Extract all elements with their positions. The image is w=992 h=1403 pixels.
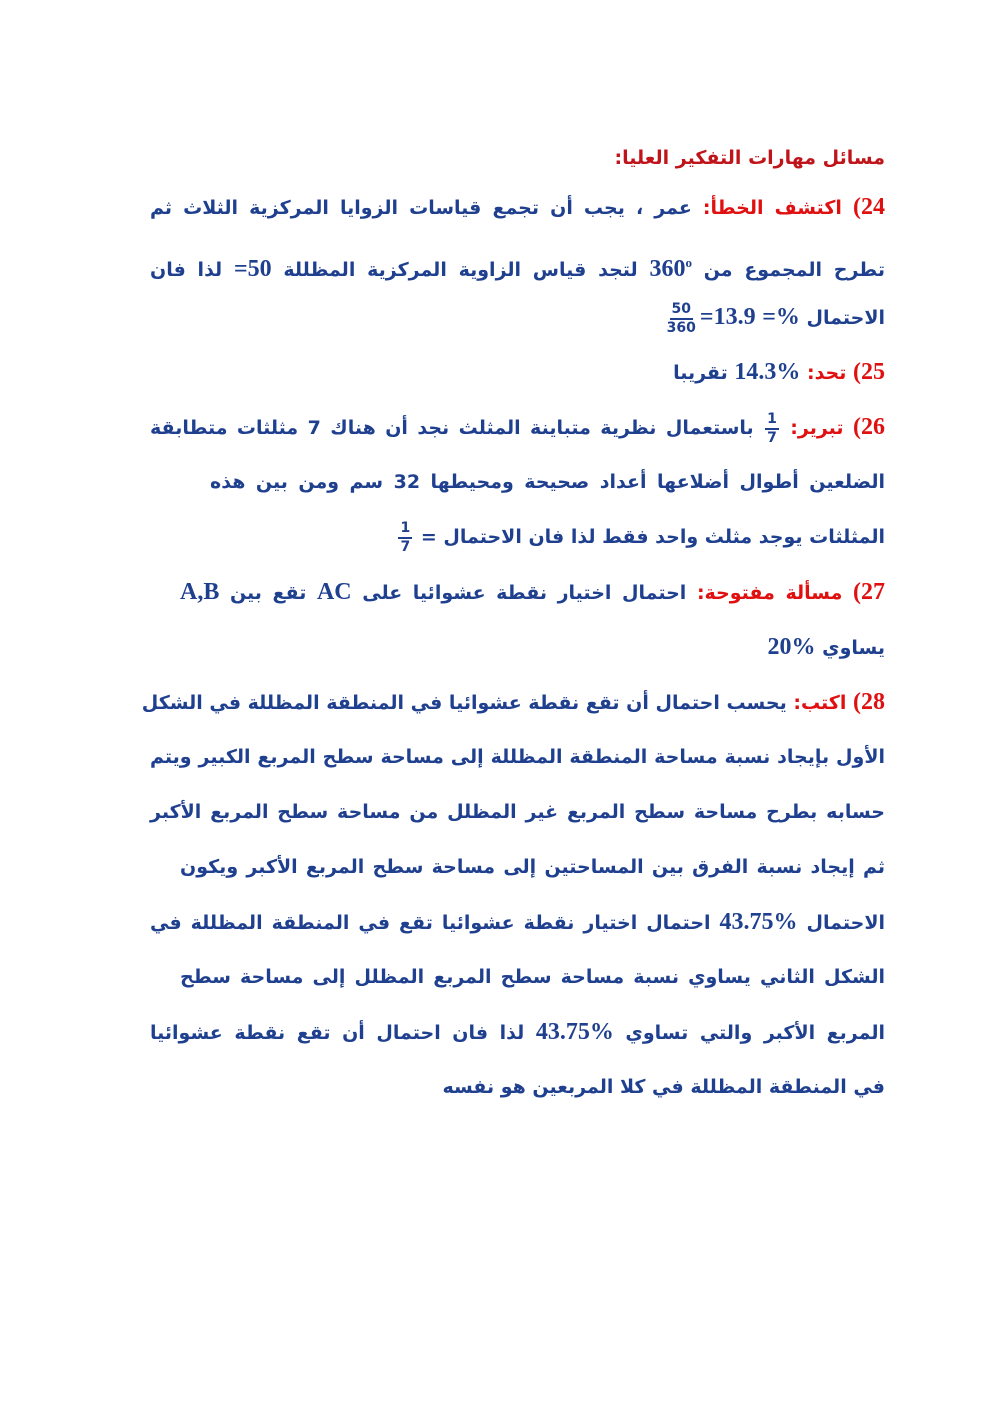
q26-fraction bbox=[765, 411, 779, 447]
q24-text-2c: لذا فان bbox=[150, 259, 223, 281]
q26-fraction-numerator: 1 bbox=[765, 411, 779, 430]
q24-line-2 bbox=[150, 235, 885, 290]
q28-line-4 bbox=[150, 840, 885, 895]
q24-text-2a: تطرح المجموع من bbox=[703, 259, 885, 281]
q28-title: اكتب: bbox=[793, 692, 847, 714]
q25-line bbox=[150, 345, 885, 400]
q27-points-ab: A,B bbox=[180, 579, 220, 605]
q26-text-2: الضلعين أطوال أضلاعها أعداد صحيحة ومحيطها 32 سم ومن بين هذه bbox=[210, 471, 885, 493]
q24-line-3 bbox=[150, 290, 885, 345]
q28-text-7b: لذا فان احتمال أن تقع نقطة عشوائيا bbox=[150, 1022, 525, 1044]
q26-text-1: باستعمال نظرية متباينة المثلث نجد أن هناك 7 مثلثات متطابقة bbox=[150, 417, 754, 439]
q27-segment-ac: AC bbox=[316, 579, 352, 605]
q24-degrees bbox=[649, 235, 692, 297]
q27-text-2a: يساوي bbox=[822, 637, 885, 659]
q24-fraction bbox=[665, 301, 698, 337]
q24-angle-value: =50 bbox=[233, 256, 272, 282]
q27-title: مسألة مفتوحة: bbox=[696, 582, 843, 604]
q24-text-1: عمر ، يجب أن تجمع قياسات الزوايا المركزية الثلاث ثم bbox=[150, 197, 692, 219]
q28-text-6: الشكل الثاني يساوي نسبة مساحة سطح المربع المظلل إلى مساحة سطح bbox=[180, 966, 885, 988]
q28-text-1: يحسب احتمال أن تقع نقطة عشوائيا في المنطقة المظللة في الشكل bbox=[141, 692, 787, 714]
q24-equals: = bbox=[699, 304, 714, 330]
q28-line-2 bbox=[150, 730, 885, 785]
q27-text-1b: تقع بين bbox=[229, 582, 307, 604]
q26-line-3 bbox=[150, 510, 885, 565]
q28-text-8: في المنطقة المظللة في كلا المربعين هو نفسه bbox=[442, 1076, 885, 1098]
q24-degree-symbol: o bbox=[685, 255, 692, 270]
q27-text-1a: احتمال اختيار نقطة عشوائيا على bbox=[362, 582, 687, 604]
q28-line-5 bbox=[150, 895, 885, 950]
q24-title: اكتشف الخطأ: bbox=[702, 197, 842, 219]
q24-text-3a: الاحتمال bbox=[806, 307, 885, 329]
q28-line-6 bbox=[150, 950, 885, 1005]
q25-number: 25) bbox=[853, 359, 885, 385]
q26-fraction-2 bbox=[398, 520, 412, 556]
q28-text-4: ثم إيجاد نسبة الفرق بين المساحتين إلى مساحة سطح المربع الأكبر ويكون bbox=[180, 856, 885, 878]
document-content bbox=[141, 138, 885, 1115]
q24-text-2b: لتجد قياس الزاوية المركزية المظللة bbox=[283, 259, 638, 281]
q28-line-3 bbox=[150, 785, 885, 840]
q26-line-2 bbox=[150, 455, 885, 510]
q26-number: 26) bbox=[852, 414, 885, 440]
q24-percent-equals: =% bbox=[762, 304, 800, 330]
q24-fraction-numerator: 50 bbox=[670, 301, 693, 320]
q26-fraction-denominator: 7 bbox=[767, 429, 777, 446]
q26-line-1 bbox=[150, 400, 885, 455]
q26-fraction-2-denominator: 7 bbox=[400, 538, 411, 555]
q24-result: 13.9 bbox=[713, 304, 756, 330]
q24-degree-value: 360 bbox=[649, 256, 686, 282]
q25-title: تحد: bbox=[806, 362, 847, 384]
q24-fraction-denominator: 360 bbox=[666, 319, 696, 336]
q27-line-2 bbox=[150, 620, 885, 675]
q24-line-1 bbox=[150, 180, 885, 235]
q25-tail: تقريبا bbox=[673, 362, 728, 384]
q28-line-8 bbox=[150, 1060, 885, 1115]
q26-title: تبرير: bbox=[790, 417, 844, 439]
q26-fraction-2-numerator: 1 bbox=[398, 520, 412, 539]
q28-text-5b: احتمال اختيار نقطة عشوائيا تقع في المنطقة المظللة في bbox=[150, 912, 711, 934]
q27-value: 20% bbox=[767, 634, 816, 660]
q28-line-1 bbox=[141, 675, 885, 730]
q27-line-1 bbox=[150, 565, 885, 620]
q28-value-2: 43.75% bbox=[535, 1019, 614, 1045]
q24-equation bbox=[663, 290, 800, 346]
q24-number: 24) bbox=[853, 194, 885, 220]
q25-value: 14.3% bbox=[734, 359, 801, 385]
q28-line-7 bbox=[150, 1005, 885, 1060]
q28-text-7a: المربع الأكبر والتي تساوي bbox=[625, 1022, 885, 1044]
q28-number: 28) bbox=[853, 689, 885, 715]
q27-number: 27) bbox=[852, 579, 885, 605]
section-heading: مسائل مهارات التفكير العليا: bbox=[614, 147, 885, 169]
q28-text-5a: الاحتمال bbox=[806, 912, 885, 934]
q26-text-3: المثلثات يوجد مثلث واحد فقط لذا فان الاحتمال = bbox=[420, 526, 885, 548]
q28-text-2: الأول بإيجاد نسبة مساحة المنطقة المظللة إلى مساحة سطح المربع الكبير ويتم bbox=[150, 746, 885, 768]
q28-value-1: 43.75% bbox=[719, 909, 798, 935]
q28-text-3: حسابه بطرح مساحة سطح المربع غير المظلل من مساحة سطح المربع الأكبر bbox=[150, 801, 885, 823]
